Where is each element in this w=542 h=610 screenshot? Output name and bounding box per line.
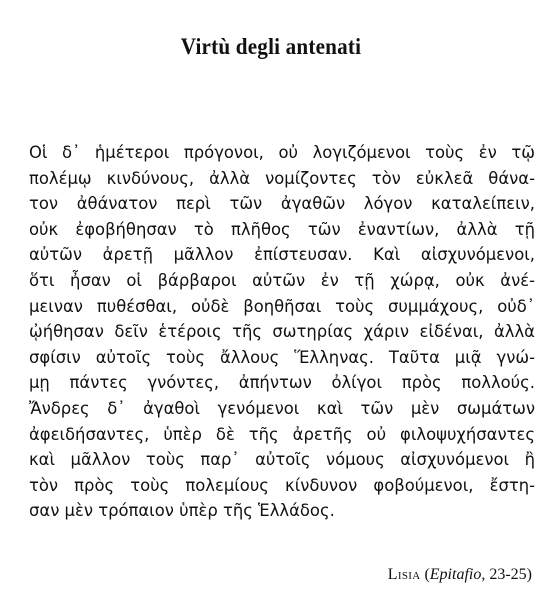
citation-reference: , 23-25) <box>481 566 532 583</box>
passage-line: τον ἀθάνατον περὶ τῶν ἀγαθῶν λόγον καταλείπειν, <box>29 194 535 214</box>
passage-line: μειναν πυθέσθαι, οὐδὲ βοηθῆσαι τοὺς συμμάχους, οὐδ᾽ <box>29 296 535 316</box>
passage-line: αὐτῶν ἀρετῇ μᾶλλον ἐπίστευσαν. Καὶ αἰσχυνόμενοι, <box>29 245 535 265</box>
source-citation <box>388 566 532 584</box>
passage-line: ἀφειδήσαντες, ὑπὲρ δὲ τῆς ἀρετῆς οὐ φιλοψυχήσαντες <box>29 424 535 444</box>
passage-line: ᾠήθησαν δεῖν ἑτέροις τῆς σωτηρίας χάριν εἰδέναι, ἀλλὰ <box>29 322 535 342</box>
passage-line: Ἄνδρες δ᾽ ἀγαθοὶ γενόμενοι καὶ τῶν μὲν σωμάτων <box>29 398 535 418</box>
passage-line: τὸν πρὸς τοὺς πολεμίους κίνδυνον φοβούμενοι, ἔστη- <box>29 475 535 495</box>
greek-passage <box>29 140 535 524</box>
passage-line: πολέμῳ κινδύνους, ἀλλὰ νομίζοντες τὸν εὐκλεᾶ θάνα- <box>29 168 535 188</box>
passage-line: οὐκ ἐφοβήθησαν τὸ πλῆθος τῶν ἐναντίων, ἀλλὰ τῇ <box>29 219 535 239</box>
passage-line: μῃ πάντες γνόντες, ἀπήντων ὀλίγοι πρὸς πολλούς. <box>29 373 535 393</box>
passage-line: καὶ μᾶλλον τοὺς παρ᾽ αὐτοῖς νόμους αἰσχυνόμενοι ἢ <box>29 450 535 470</box>
citation-work: Epitafio <box>429 566 482 583</box>
page-title: Virtù degli antenati <box>180 34 362 59</box>
passage-line: σφίσιν αὐτοῖς τοὺς ἄλλους Ἕλληνας. Ταῦτα μιᾷ γνώ- <box>29 347 535 367</box>
passage-line: ὅτι ἦσαν οἱ βάρβαροι αὐτῶν ἐν τῇ χώρᾳ, οὐκ ἀνέ- <box>29 270 535 290</box>
passage-line: Οἱ δ᾽ ἡμέτεροι πρόγονοι, οὐ λογιζόμενοι τοὺς ἐν τῷ <box>29 143 535 162</box>
passage-line: σαν μὲν τρόπαιον ὑπὲρ τῆς Ἑλλάδος. <box>29 501 335 521</box>
citation-author: Lisia <box>387 566 421 583</box>
citation-open-paren: ( <box>420 566 430 583</box>
